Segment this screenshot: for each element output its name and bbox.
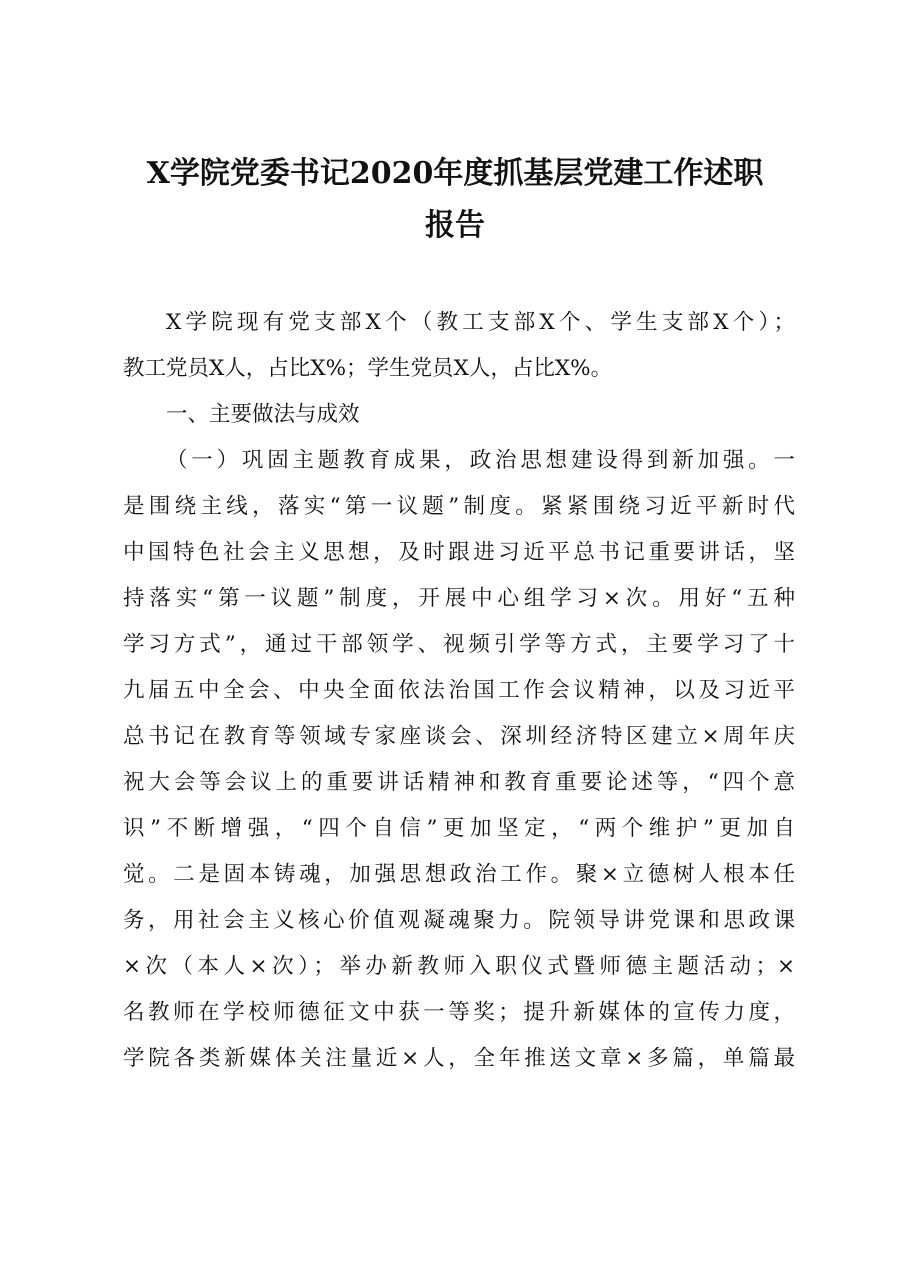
title-line-2: 报告 — [425, 208, 485, 243]
paragraph-line: （一）巩固主题教育成果，政治思想建设得到新加强。一 — [166, 448, 795, 473]
section-heading — [123, 392, 795, 438]
paragraph-line: 持落实“第一议题”制度，开展中心组学习×次。用好“五种 — [123, 586, 795, 611]
paragraph-line: 务，用社会主义核心价值观凝魂聚力。院领导讲党课和思政课 — [123, 908, 795, 933]
document-body — [123, 300, 795, 1082]
document-title — [110, 148, 800, 252]
paragraph-line: X学院现有党支部X个（教工支部X个、学生支部X个）； — [166, 310, 795, 335]
paragraph-line: 总书记在教育等领域专家座谈会、深圳经济特区建立×周年庆 — [123, 724, 795, 749]
paragraph-line: ×次（本人×次）；举办新教师入职仪式暨师德主题活动；× — [123, 954, 795, 979]
paragraph-line: 九届五中全会、中央全面依法治国工作会议精神，以及习近平 — [123, 678, 795, 703]
paragraph-line: 教工党员X人，占比X%；学生党员X人，占比X%。 — [123, 356, 613, 381]
paragraph-section-1 — [123, 438, 795, 1082]
paragraph-line: 中国特色社会主义思想，及时跟进习近平总书记重要讲话，坚 — [123, 540, 795, 565]
paragraph-line: 觉。二是固本铸魂，加强思想政治工作。聚×立德树人根本任 — [123, 862, 795, 887]
paragraph-line: 名教师在学校师德征文中获一等奖；提升新媒体的宣传力度， — [123, 1000, 795, 1025]
title-line-1: X学院党委书记2020年度抓基层党建工作述职 — [146, 156, 764, 191]
paragraph-line: 学习方式”，通过干部领学、视频引学等方式，主要学习了十 — [123, 632, 795, 657]
paragraph-line: 学院各类新媒体关注量近×人，全年推送文章×多篇，单篇最 — [123, 1046, 795, 1071]
heading-line: 一、主要做法与成效 — [166, 402, 360, 427]
paragraph-line: 祝大会等会议上的重要讲话精神和教育重要论述等，“四个意 — [123, 770, 795, 795]
paragraph-line: 是围绕主线，落实“第一议题”制度。紧紧围绕习近平新时代 — [123, 494, 795, 519]
paragraph-intro — [123, 300, 795, 392]
paragraph-line: 识”不断增强，“四个自信”更加坚定，“两个维护”更加自 — [123, 816, 795, 841]
